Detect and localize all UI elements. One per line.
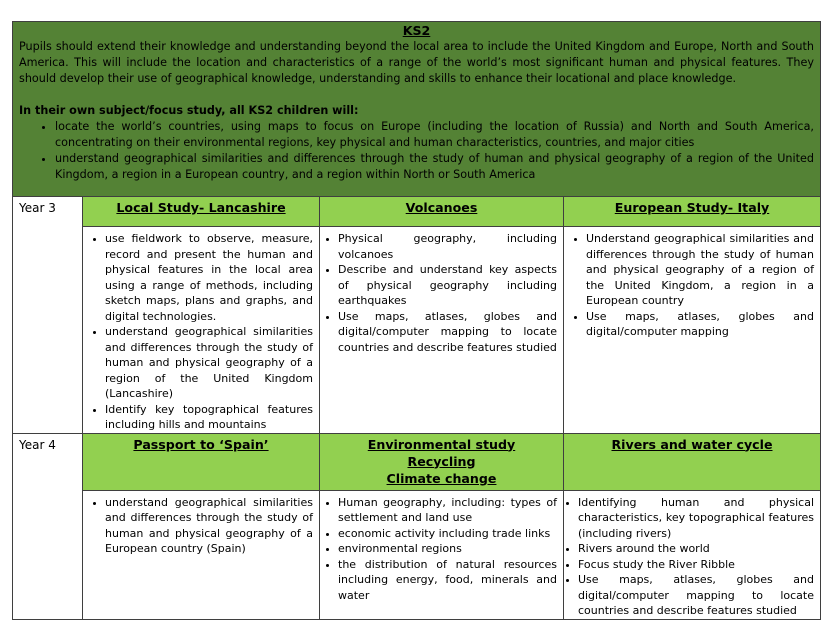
year4-topic1-body [83,490,320,619]
list-item: • use fieldwork to observe, measure, record and present the human and physical features in the local area using a range of methods, including sketch maps, plans and graphs, and digital technologies. [105,231,313,324]
year3-topic2-title [320,197,564,227]
curriculum-table [12,21,821,620]
year3-topic3-title [564,197,821,227]
year3-topic3-body [564,227,821,434]
ks2-subheading: In their own subject/focus study, all KS2 children will: [19,104,359,117]
year4-topic-row [13,433,821,490]
ks2-title: KS2 [402,23,431,38]
year4-topic3-title [564,433,821,490]
year3-topic1-title [83,197,320,227]
year4-topic2-body [320,490,564,619]
year4-topic2-title [320,433,564,490]
list-item: • environmental regions [338,541,557,557]
year4-label: Year 4 [13,433,83,619]
ks2-bullet: • locate the world’s countries, using maps to focus on Europe (including the location of Russia) and North and South America, concentrating on their environmental regions, key physical and human characteristics, countries, and major cities [55,119,814,151]
year3-topic1-body [83,227,320,434]
year4-content-row [13,490,821,619]
list-item: • understand geographical similarities and differences through the study of human and physical geography of a region of the United Kingdom (Lancashire) [105,324,313,402]
topic-title: Passport to ‘Spain’ [133,436,269,452]
list-item: • Use maps, atlases, globes and digital/computer mapping [586,309,814,340]
year3-topic-row [13,197,821,227]
ks2-bullet: • understand geographical similarities and differences through the study of human and physical geography of a region of the United Kingdom, a region in a European country, and a region within North or South America [55,151,814,183]
topic-title: Volcanoes [405,200,478,215]
list-item: • Focus study the River Ribble [578,557,814,573]
year3-content-row [13,227,821,434]
topic-title: Recycling [407,453,476,469]
list-item: • Identify key topographical features including hills and mountains [105,402,313,433]
list-item: • understand geographical similarities and differences through the study of human and physical geography of a European country (Spain) [105,495,313,557]
ks2-header-row [13,22,821,197]
topic-title: Rivers and water cycle [611,436,773,452]
list-item: • Human geography, including: types of settlement and land use [338,495,557,526]
ks2-bullet-list [19,119,814,183]
year4-topic1-title [83,433,320,490]
topic-title: Local Study- Lancashire [116,200,286,215]
list-item: • Identifying human and physical characteristics, key topographical features (including rivers) [578,495,814,542]
curriculum-document [12,21,820,620]
ks2-intro: Pupils should extend their knowledge and understanding beyond the local area to include the United Kingdom and Europe, North and South America. This will include the location and characteristics of a range of the world’s most significant human and physical features. They should develop their use of geographical knowledge, understanding and skills to enhance their locational and place knowledge. [19,40,814,85]
list-item: • the distribution of natural resources including energy, food, minerals and water [338,557,557,604]
list-item: • Rivers around the world [578,541,814,557]
topic-title: Environmental study [367,436,516,452]
year3-label: Year 3 [13,197,83,434]
list-item: • Describe and understand key aspects of physical geography including earthquakes [338,262,557,309]
topic-title: Climate change [386,470,497,486]
topic-title: European Study- Italy [614,200,770,215]
list-item: • Use maps, atlases, globes and digital/computer mapping to locate countries and describe features studied [578,572,814,619]
list-item: • Physical geography, including volcanoes [338,231,557,262]
year4-topic3-body [564,490,821,619]
list-item: • economic activity including trade links [338,526,557,542]
list-item: • Use maps, atlases, globes and digital/computer mapping to locate countries and describe features studied [338,309,557,356]
year3-topic2-body [320,227,564,434]
list-item: • Understand geographical similarities and differences through the study of human and physical geography of a region of the United Kingdom, a region in a European country [586,231,814,309]
ks2-header-cell [13,22,821,197]
